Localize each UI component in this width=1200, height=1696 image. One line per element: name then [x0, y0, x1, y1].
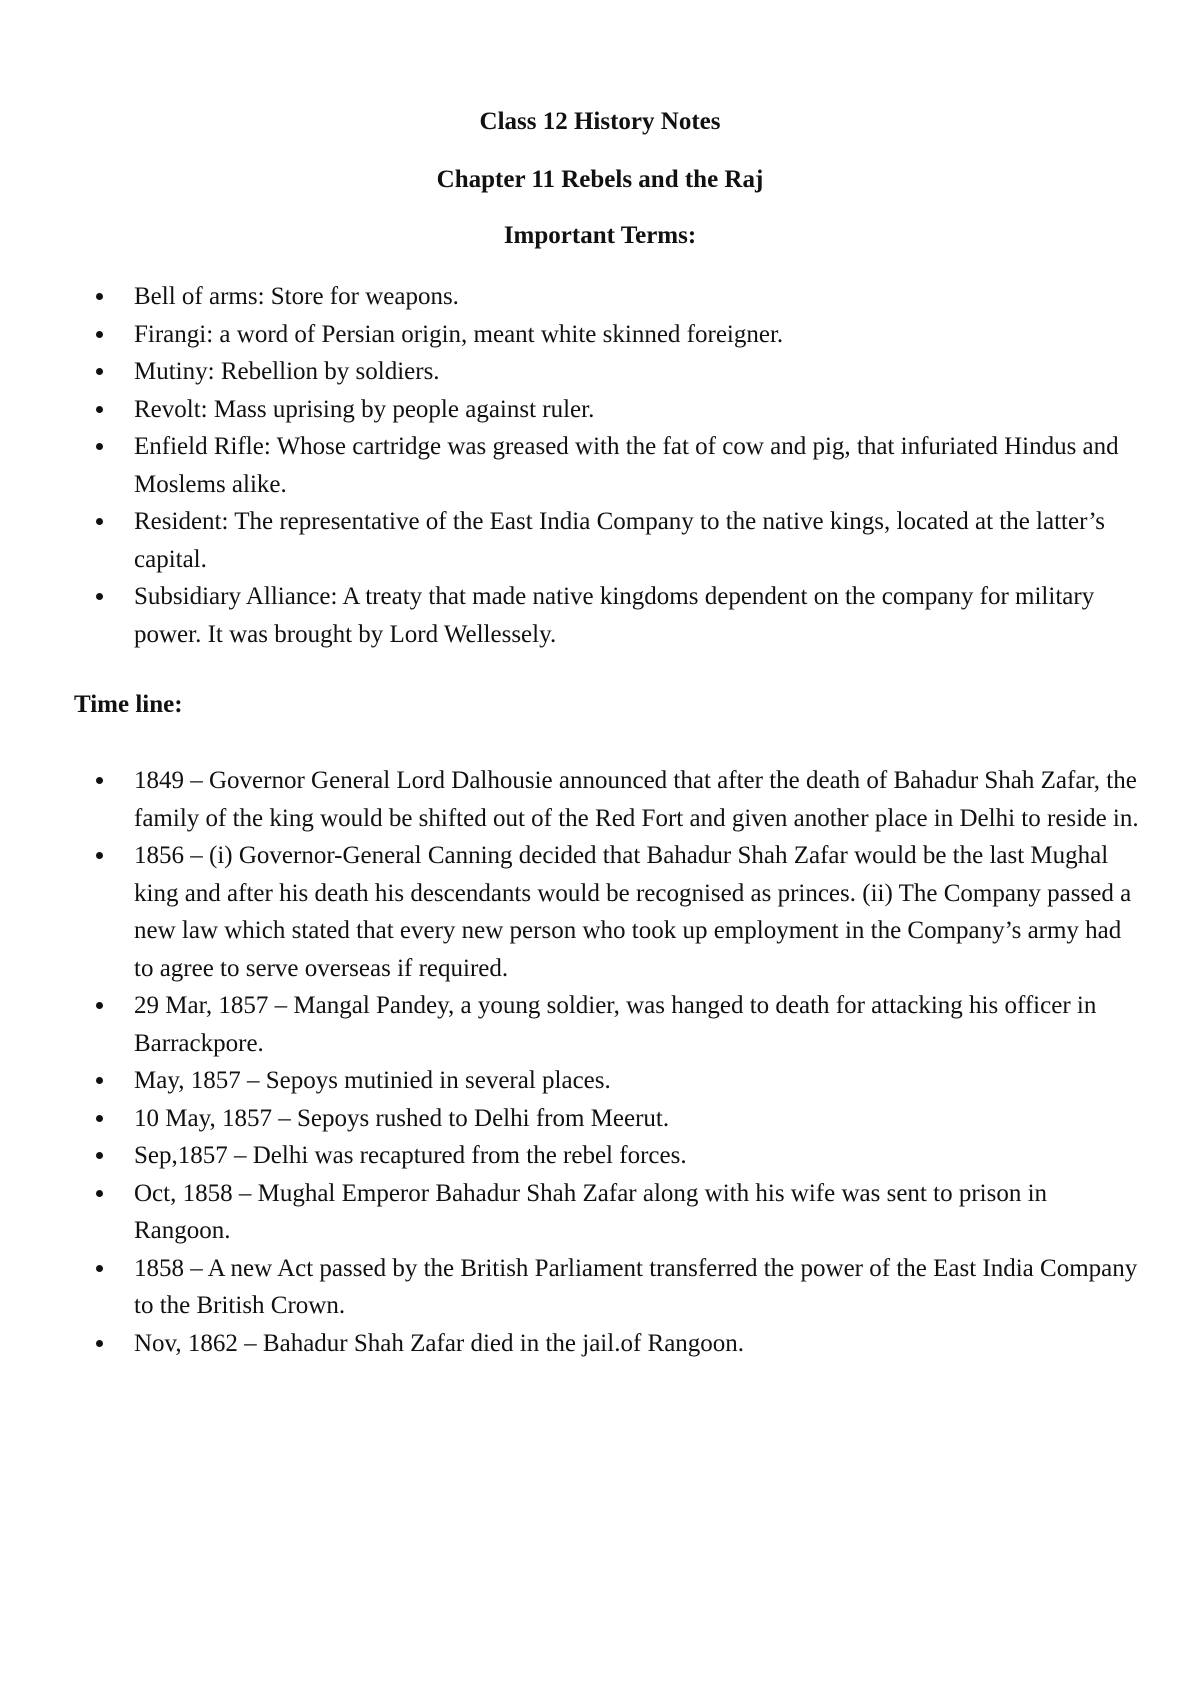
- list-item: [0, 503, 1200, 578]
- list-item: [0, 578, 1200, 653]
- bullet-icon: [96, 518, 103, 525]
- list-item: [0, 987, 1200, 1062]
- list-item: [0, 762, 1200, 837]
- timeline-text: May, 1857 – Sepoys mutinied in several places.: [134, 1067, 611, 1094]
- bullet-icon: [96, 368, 103, 375]
- timeline-text: 10 May, 1857 – Sepoys rushed to Delhi from Meerut.: [134, 1104, 670, 1132]
- term-text: Subsidiary Alliance: A treaty that made native kingdoms dependent on the company for military power. It was brought by Lord Wellessely.: [134, 583, 1095, 648]
- list-item: [0, 316, 1200, 354]
- list-item: [0, 1325, 1200, 1363]
- timeline-heading: Time line:: [74, 691, 183, 718]
- bullet-icon: [96, 1190, 103, 1197]
- timeline-text: Oct, 1858 – Mughal Emperor Bahadur Shah Zafar along with his wife was sent to prison in Rangoon.: [134, 1179, 1048, 1244]
- bullet-icon: [96, 1340, 103, 1347]
- timeline-text: 1858 – A new Act passed by the British Parliament transferred the power of the East India Company to the British Crown.: [134, 1254, 1138, 1319]
- list-item: [0, 353, 1200, 391]
- list-item: [0, 1062, 1200, 1100]
- timeline-list: [0, 762, 1200, 1362]
- term-text: Revolt: Mass uprising by people against ruler.: [134, 395, 595, 423]
- bullet-icon: [96, 1265, 103, 1272]
- bullet-icon: [96, 1115, 103, 1122]
- list-item: [0, 837, 1200, 987]
- bullet-icon: [96, 331, 103, 338]
- list-item: [0, 1137, 1200, 1175]
- term-text: Resident: The representative of the East India Company to the native kings, located at the latter’s capital.: [134, 508, 1106, 573]
- bullet-icon: [96, 1077, 103, 1084]
- terms-heading: Important Terms:: [503, 222, 697, 249]
- bullet-icon: [96, 1002, 103, 1009]
- terms-list: [0, 278, 1200, 653]
- list-item: [0, 391, 1200, 429]
- timeline-text: 1849 – Governor General Lord Dalhousie announced that after the death of Bahadur Shah Zafar, the family of the king would be shifted out of the Red Fort and given another place in Delhi to reside in.: [134, 767, 1139, 832]
- term-text: Mutiny: Rebellion by soldiers.: [134, 358, 440, 385]
- document-title: Class 12 History Notes: [479, 108, 721, 135]
- term-text: Enfield Rifle: Whose cartridge was greased with the fat of cow and pig, that infuriated Hindus and Moslems alike.: [134, 433, 1119, 498]
- bullet-icon: [96, 593, 103, 600]
- list-item: [0, 1250, 1200, 1325]
- timeline-text: Sep,1857 – Delhi was recaptured from the rebel forces.: [134, 1142, 687, 1169]
- bullet-icon: [96, 443, 103, 450]
- bullet-icon: [96, 406, 103, 413]
- term-text: Firangi: a word of Persian origin, meant white skinned foreigner.: [134, 320, 784, 348]
- timeline-text: 1856 – (i) Governor-General Canning decided that Bahadur Shah Zafar would be the last Mughal king and after his death his descendants would be recognised as princes. (ii) The Company passed a new law which stated that every new person who took up employment in the Company’s army had to agree to serve overseas if required.: [134, 842, 1132, 982]
- bullet-icon: [96, 293, 103, 300]
- list-item: [0, 278, 1200, 316]
- term-text: Bell of arms: Store for weapons.: [134, 283, 459, 310]
- timeline-text: Nov, 1862 – Bahadur Shah Zafar died in the jail.of Rangoon.: [134, 1329, 745, 1357]
- bullet-icon: [96, 1152, 103, 1159]
- bullet-icon: [96, 852, 103, 859]
- timeline-text: 29 Mar, 1857 – Mangal Pandey, a young soldier, was hanged to death for attacking his officer in Barrackpore.: [134, 992, 1097, 1057]
- chapter-title: Chapter 11 Rebels and the Raj: [436, 166, 764, 193]
- list-item: [0, 1175, 1200, 1250]
- list-item: [0, 428, 1200, 503]
- bullet-icon: [96, 777, 103, 784]
- list-item: [0, 1100, 1200, 1138]
